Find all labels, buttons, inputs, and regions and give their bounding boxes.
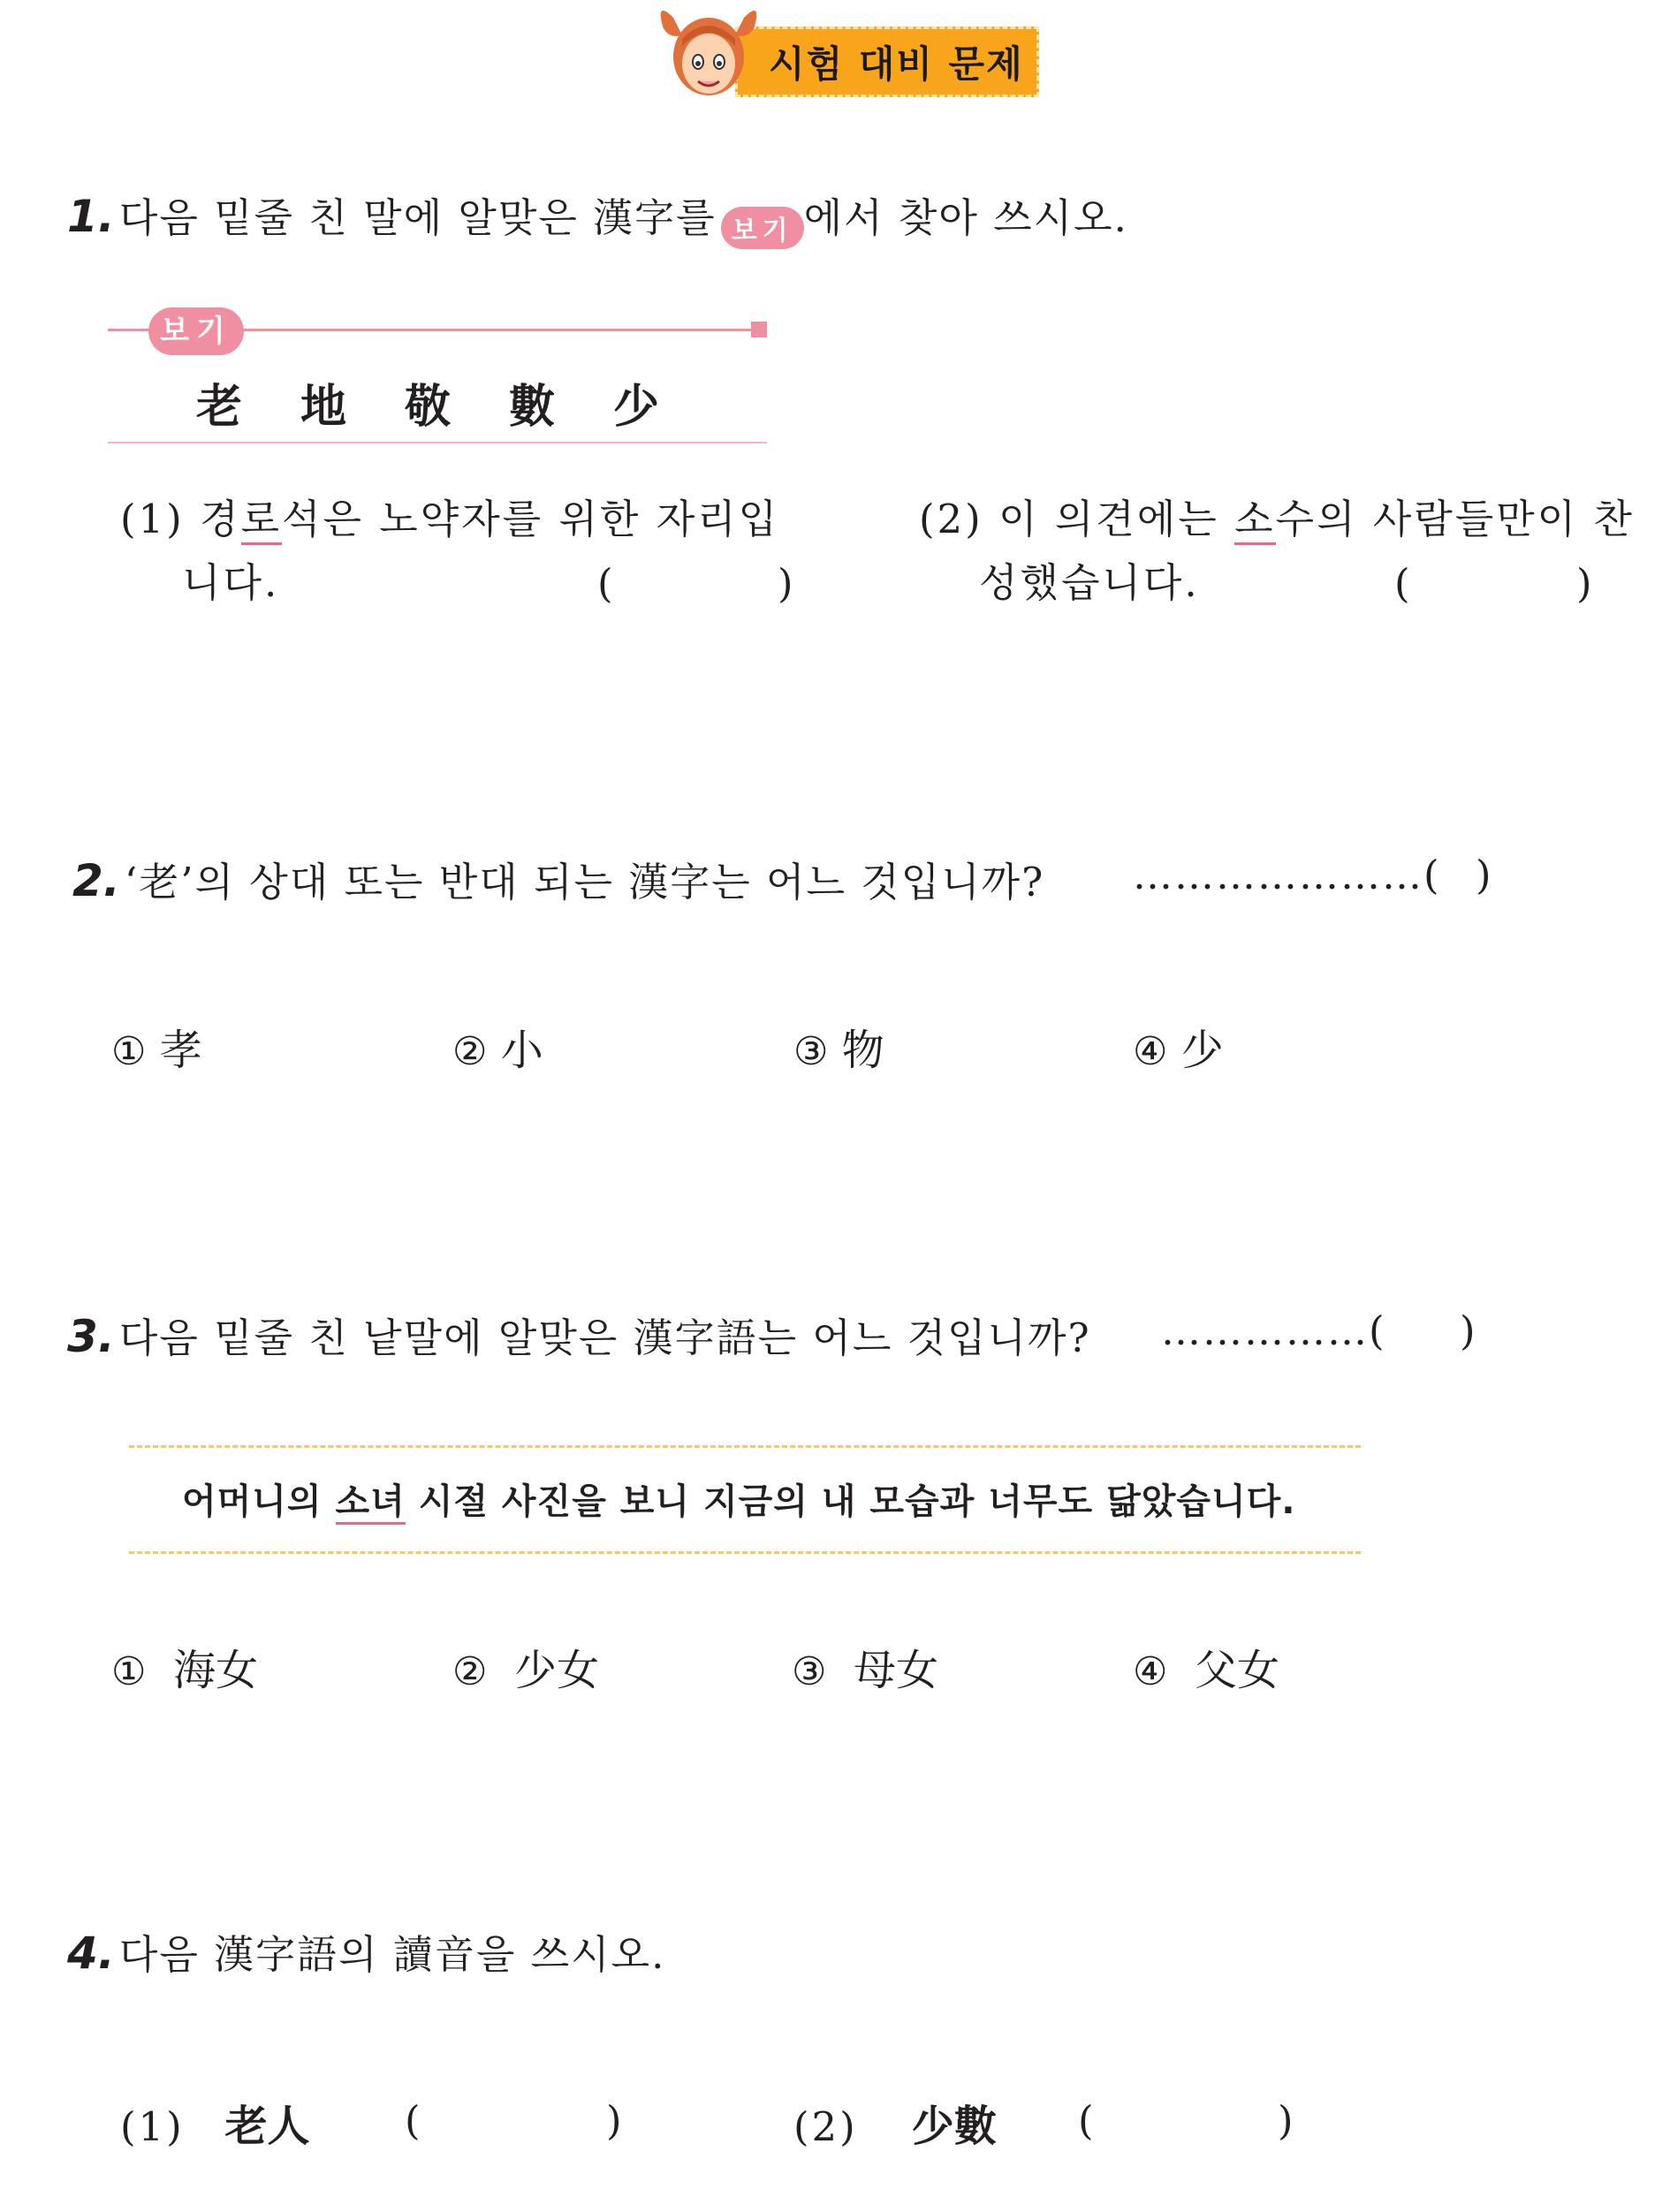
underlined-word: 로	[241, 496, 282, 545]
question-text: ‘老’의 상대 또는 반대 되는 漢字는 어느 것입니까?	[124, 859, 1045, 905]
sub-question-1-line2: 니다.	[182, 559, 280, 606]
question-text: 다음 밑줄 친 낱말에 알맞은 漢字語는 어느 것입니까?	[118, 1314, 1091, 1361]
answer-paren-open: (	[597, 560, 613, 607]
answer-paren-open: (	[1394, 560, 1410, 607]
sub-question-2	[919, 488, 1652, 551]
sub-text-pre: 이 의견에는	[998, 496, 1235, 542]
choice-1[interactable]: ① 海女	[111, 1646, 258, 1695]
question-text: 다음 漢字語의 讀音을 쓰시오.	[118, 1931, 666, 1978]
sub-question-2-line2: 성했습니다.	[979, 559, 1200, 606]
sentence-box-bottom-rule	[129, 1551, 1361, 1554]
underlined-word: 소녀	[336, 1481, 406, 1525]
answer-paren-close: )	[1576, 560, 1592, 607]
bogi-char: 少	[613, 380, 660, 434]
answer-paren-close: )	[778, 560, 793, 607]
bogi-char: 地	[300, 380, 347, 434]
answer-leader: ……………(	[1161, 1307, 1386, 1354]
underlined-word: 소	[1234, 496, 1275, 545]
choice-2[interactable]: ② 小	[452, 1026, 543, 1075]
answer-paren-open[interactable]: (	[1078, 2097, 1094, 2144]
answer-paren-close: )	[1460, 1307, 1477, 1354]
question-3	[67, 1306, 1091, 1363]
answer-paren-open[interactable]: (	[405, 2097, 421, 2144]
bogi-bottom-rule	[108, 442, 767, 443]
choice-3[interactable]: ③ 母女	[792, 1646, 938, 1695]
question-text-after: 에서 찾아 쓰시오.	[803, 194, 1128, 241]
sub-number: (2)	[919, 496, 983, 542]
choice-3[interactable]: ③ 物	[793, 1026, 884, 1075]
question-1	[67, 186, 1128, 249]
answer-paren-close: )	[1278, 2097, 1294, 2144]
question-2	[72, 850, 1044, 907]
question-4	[67, 1922, 665, 1980]
sub-question-1	[120, 488, 827, 551]
bogi-char: 數	[509, 380, 556, 434]
sentence-box-top-rule	[129, 1445, 1361, 1448]
sub-text-post: 수의 사람들만이 찬	[1275, 496, 1635, 542]
choice-4[interactable]: ④ 父女	[1133, 1646, 1279, 1695]
bogi-char: 敬	[405, 380, 452, 434]
bogi-char: 老	[196, 380, 243, 434]
bogi-label: 보기	[148, 307, 244, 355]
sub-text-post: 석은 노약자를 위한 자리입	[282, 496, 780, 542]
question-number: 2.	[72, 855, 120, 906]
question-number: 1.	[67, 191, 115, 242]
answer-paren-close: )	[1476, 852, 1493, 898]
header-title: 시험 대비 문제	[769, 42, 1024, 86]
mascot-girl-icon	[656, 0, 762, 104]
reading-item-1: (1) 老人	[120, 2102, 310, 2151]
question-text: 다음 밑줄 친 말에 알맞은 漢字를	[118, 194, 717, 241]
example-sentence: 어머니의 소녀 시절 사진을 보니 지금의 내 모습과 너무도 닮았습니다.	[182, 1473, 1295, 1524]
question-number: 4.	[67, 1928, 115, 1979]
reading-item-2: (2) 少數	[793, 2102, 997, 2151]
choice-4[interactable]: ④ 少	[1133, 1026, 1224, 1075]
bogi-pill: 보기	[721, 207, 804, 249]
question-number: 3.	[67, 1311, 115, 1362]
bogi-rule-end	[751, 322, 767, 337]
sub-text-pre: 경	[200, 496, 241, 542]
answer-leader: …………………(	[1133, 852, 1441, 898]
sub-number: (1)	[120, 496, 185, 542]
choice-2[interactable]: ② 少女	[452, 1646, 599, 1695]
answer-paren-close: )	[606, 2097, 622, 2144]
choice-1[interactable]: ① 孝	[111, 1026, 202, 1075]
